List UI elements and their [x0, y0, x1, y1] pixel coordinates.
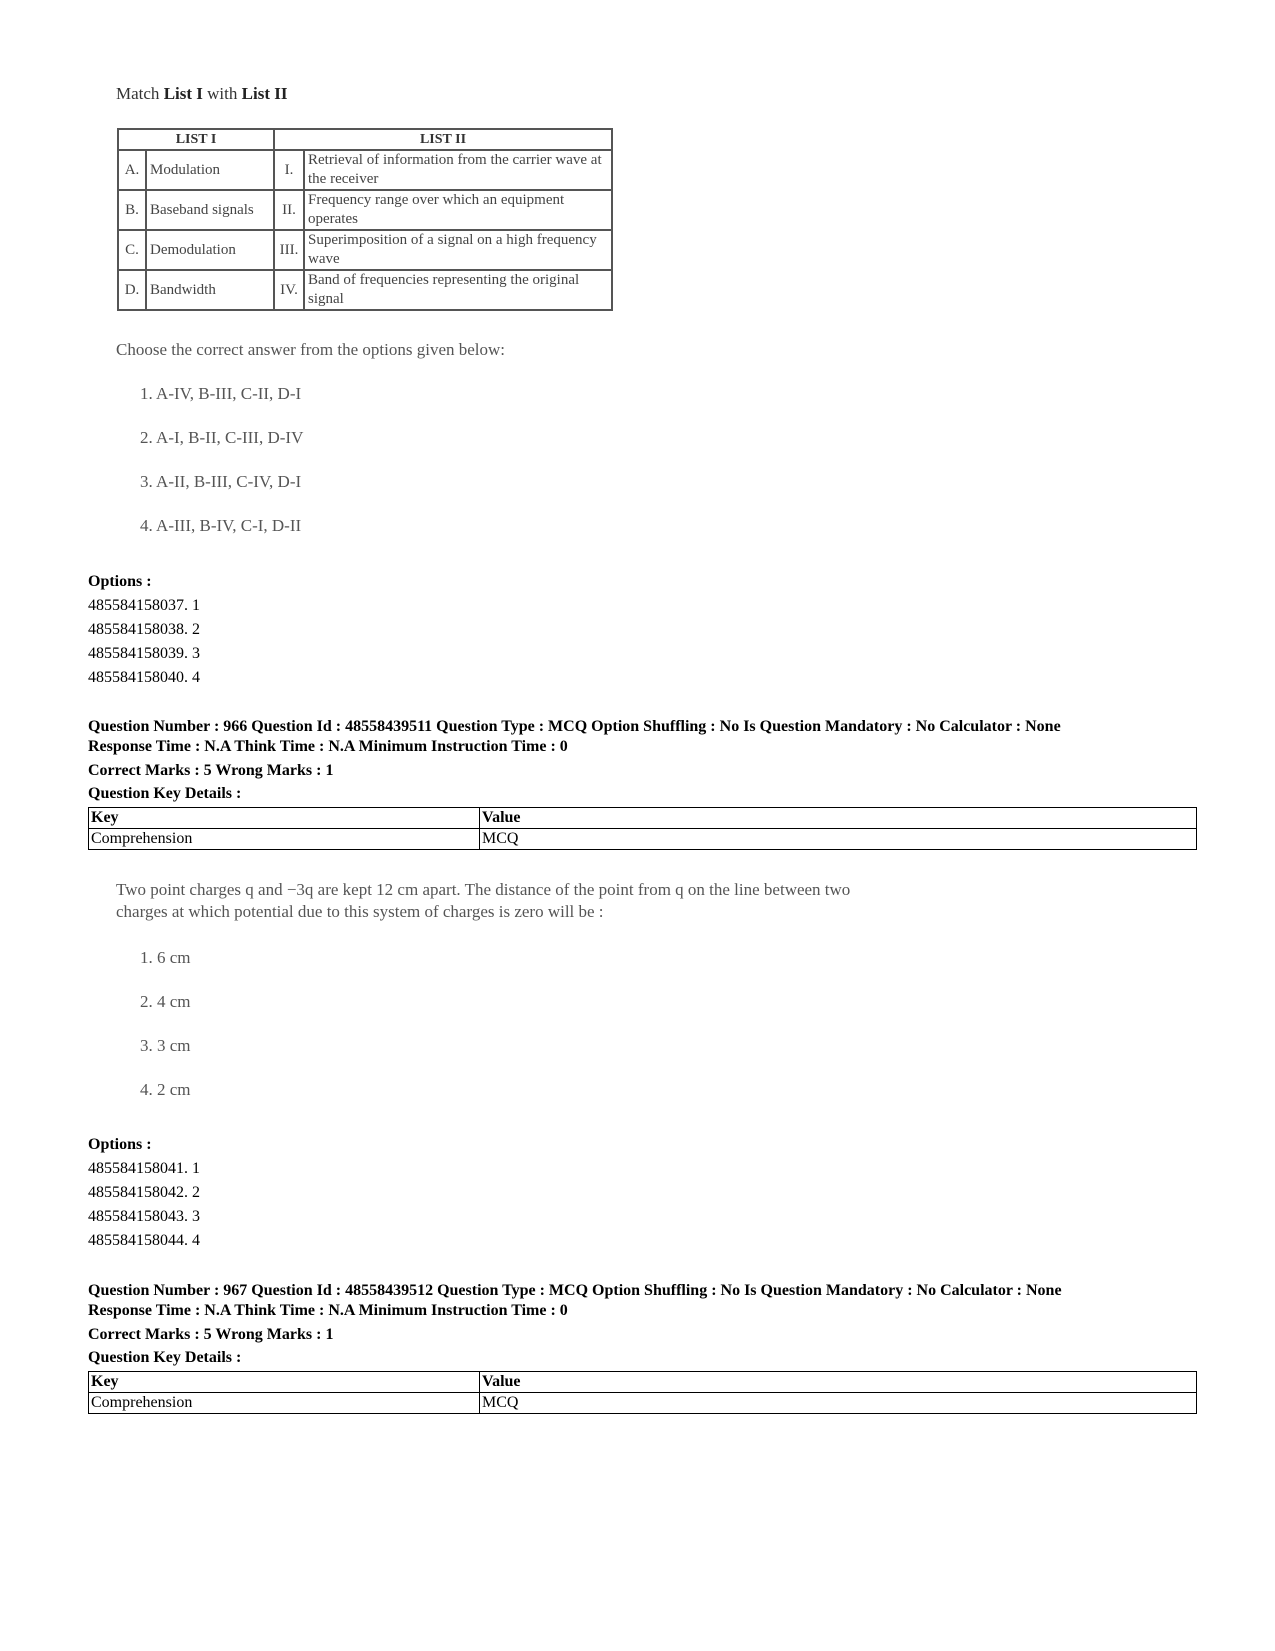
- list1-header: LIST I: [118, 129, 274, 150]
- choice-2: 2. A-I, B-II, C-III, D-IV: [140, 428, 304, 447]
- choice-4: 4. 2 cm: [140, 1080, 191, 1099]
- options-label: Options :: [88, 573, 152, 590]
- question-966-times: Response Time : N.A Think Time : N.A Minimum Instruction Time : 0: [88, 738, 568, 755]
- match-row: B. Baseband signals II. Frequency range over which an equipment operates: [118, 190, 612, 230]
- option-1: 485584158037. 1: [88, 597, 200, 614]
- key-table-row: Comprehension MCQ: [89, 1393, 1197, 1414]
- option-3: 485584158043. 3: [88, 1208, 200, 1225]
- match-row: D. Bandwidth IV. Band of frequencies representing the original signal: [118, 270, 612, 310]
- match-row: A. Modulation I. Retrieval of information from the carrier wave at the receiver: [118, 150, 612, 190]
- key-table-header: Key Value: [89, 808, 1197, 829]
- option-3: 485584158039. 3: [88, 645, 200, 662]
- option-4: 485584158044. 4: [88, 1232, 200, 1249]
- question-966-marks: Correct Marks : 5 Wrong Marks : 1: [88, 762, 334, 779]
- question-967-meta: Question Number : 967 Question Id : 48558439512 Question Type : MCQ Option Shuffling : No Is Question Mandatory : No Calculator : None: [88, 1282, 1062, 1299]
- question-967-marks: Correct Marks : 5 Wrong Marks : 1: [88, 1326, 334, 1343]
- question-967-key-label: Question Key Details :: [88, 1349, 242, 1366]
- question-966-text-1: Two point charges q and −3q are kept 12 cm apart. The distance of the point from q on the line between two: [116, 880, 851, 899]
- choice-4: 4. A-III, B-IV, C-I, D-II: [140, 516, 302, 535]
- list2-header: LIST II: [274, 129, 612, 150]
- question-966-key-table: [88, 807, 1197, 850]
- question-967-times: Response Time : N.A Think Time : N.A Minimum Instruction Time : 0: [88, 1302, 568, 1319]
- question-966-meta: Question Number : 966 Question Id : 48558439511 Question Type : MCQ Option Shuffling : No Is Question Mandatory : No Calculator : None: [88, 718, 1061, 735]
- choice-1: 1. 6 cm: [140, 948, 191, 967]
- options-label: Options :: [88, 1136, 152, 1153]
- match-table-header: [118, 129, 612, 150]
- match-row: C. Demodulation III. Superimposition of a signal on a high frequency wave: [118, 230, 612, 270]
- match-table: [117, 128, 613, 311]
- option-4: 485584158040. 4: [88, 669, 200, 686]
- question-967-key-table: [88, 1371, 1197, 1414]
- key-table-row: Comprehension MCQ: [89, 829, 1197, 850]
- choice-3: 3. 3 cm: [140, 1036, 191, 1055]
- question-966-text-2: charges at which potential due to this system of charges is zero will be :: [116, 902, 604, 921]
- match-heading: Match List I with List II: [116, 84, 288, 103]
- question-965-image: [116, 84, 616, 104]
- key-table-header: Key Value: [89, 1372, 1197, 1393]
- choice-2: 2. 4 cm: [140, 992, 191, 1011]
- question-966-key-label: Question Key Details :: [88, 785, 242, 802]
- option-2: 485584158038. 2: [88, 621, 200, 638]
- choose-instruction: Choose the correct answer from the options given below:: [116, 340, 506, 359]
- choice-3: 3. A-II, B-III, C-IV, D-I: [140, 472, 302, 491]
- choice-1: 1. A-IV, B-III, C-II, D-I: [140, 384, 302, 403]
- option-1: 485584158041. 1: [88, 1160, 200, 1177]
- option-2: 485584158042. 2: [88, 1184, 200, 1201]
